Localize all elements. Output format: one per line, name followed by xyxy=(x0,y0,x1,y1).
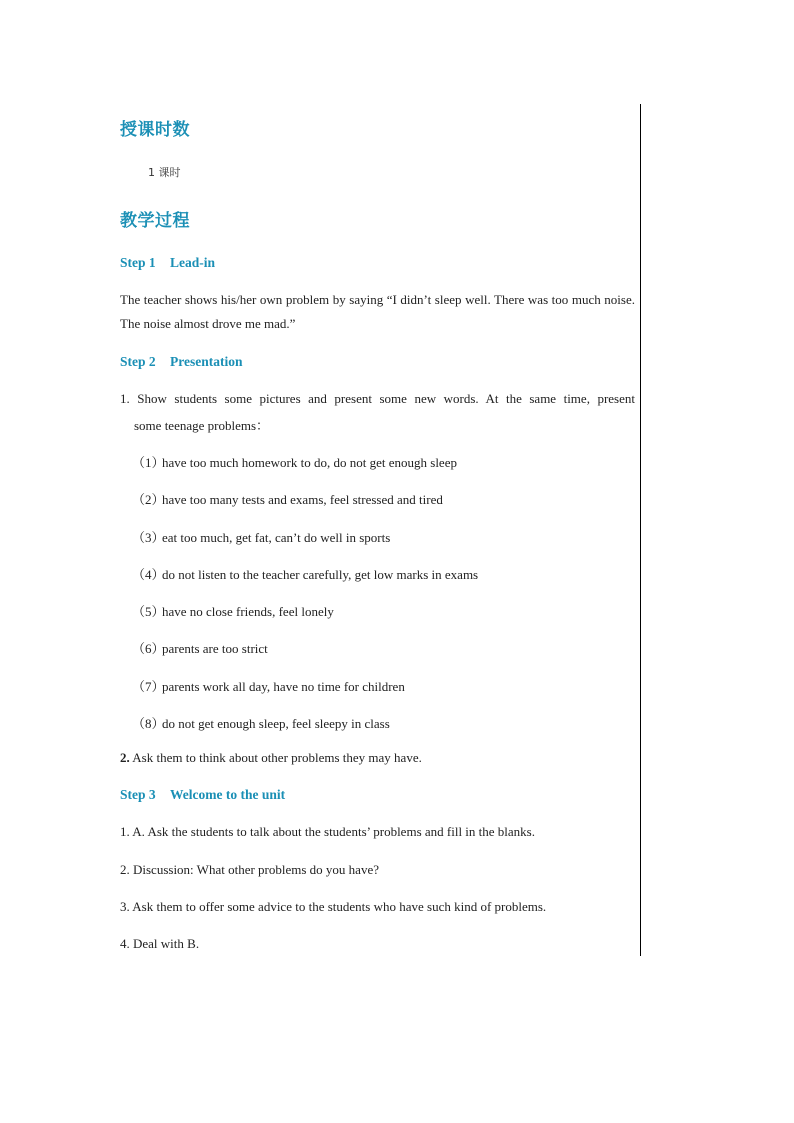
problem-text: do not get enough sleep, feel sleepy in class xyxy=(162,716,390,731)
problem-number: （8） xyxy=(132,716,165,731)
problem-item xyxy=(132,638,268,657)
step3-item: 2. Discussion: What other problems do you have? xyxy=(120,862,379,877)
step2-item2-number: 2. xyxy=(120,750,130,765)
problem-text: do not listen to the teacher carefully, get low marks in exams xyxy=(162,567,479,582)
problem-item xyxy=(132,564,478,583)
problem-text: have too much homework to do, do not get enough sleep xyxy=(162,455,457,470)
step3-title: Welcome to the unit xyxy=(170,787,286,802)
problem-number: （1） xyxy=(132,455,165,470)
step2-heading xyxy=(120,354,243,370)
step3-heading xyxy=(120,787,285,803)
step2-item1-line1: 1. Show students some pictures and present some new words. At the same time, present xyxy=(120,391,635,406)
problem-text: have no close friends, feel lonely xyxy=(162,604,334,619)
step3-item: 1. A. Ask the students to talk about the students’ problems and fill in the blanks. xyxy=(120,824,535,839)
hours-value: 1 课时 xyxy=(148,166,181,179)
problem-number: （5） xyxy=(132,604,165,619)
problem-text: parents work all day, have no time for children xyxy=(162,679,405,694)
problem-item xyxy=(132,452,457,471)
problem-number: （6） xyxy=(132,641,165,656)
problem-item xyxy=(132,676,405,695)
problem-item xyxy=(132,713,390,732)
step3-number: Step 3 xyxy=(120,787,156,802)
problem-item xyxy=(132,527,390,546)
step1-heading xyxy=(120,255,215,271)
step2-item2 xyxy=(120,750,422,766)
problem-item xyxy=(132,489,443,508)
process-heading: 教学过程 xyxy=(120,211,190,231)
step1-number: Step 1 xyxy=(120,255,156,270)
step3-item: 4. Deal with B. xyxy=(120,936,200,951)
problem-text: parents are too strict xyxy=(162,641,268,656)
hours-heading: 授课时数 xyxy=(120,120,190,140)
problem-number: （4） xyxy=(132,567,165,582)
step1-title: Lead-in xyxy=(170,255,216,270)
problem-item xyxy=(132,601,334,620)
step2-number: Step 2 xyxy=(120,354,156,369)
step3-item: 3. Ask them to offer some advice to the students who have such kind of problems. xyxy=(120,899,547,914)
step2-item2-text: Ask them to think about other problems they may have. xyxy=(129,750,422,765)
problem-number: （7） xyxy=(132,679,165,694)
problem-number: （2） xyxy=(132,492,165,507)
problem-text: have too many tests and exams, feel stressed and tired xyxy=(162,492,443,507)
step1-text: The teacher shows his/her own problem by saying “I didn’t sleep well. There was too much noise. The noise almost drove me mad.” xyxy=(120,292,635,331)
problem-text: eat too much, get fat, can’t do well in sports xyxy=(162,530,391,545)
margin-rule xyxy=(640,104,641,956)
problem-number: （3） xyxy=(132,530,165,545)
step2-item1-line2: some teenage problems： xyxy=(134,418,270,433)
step2-title: Presentation xyxy=(170,354,243,369)
